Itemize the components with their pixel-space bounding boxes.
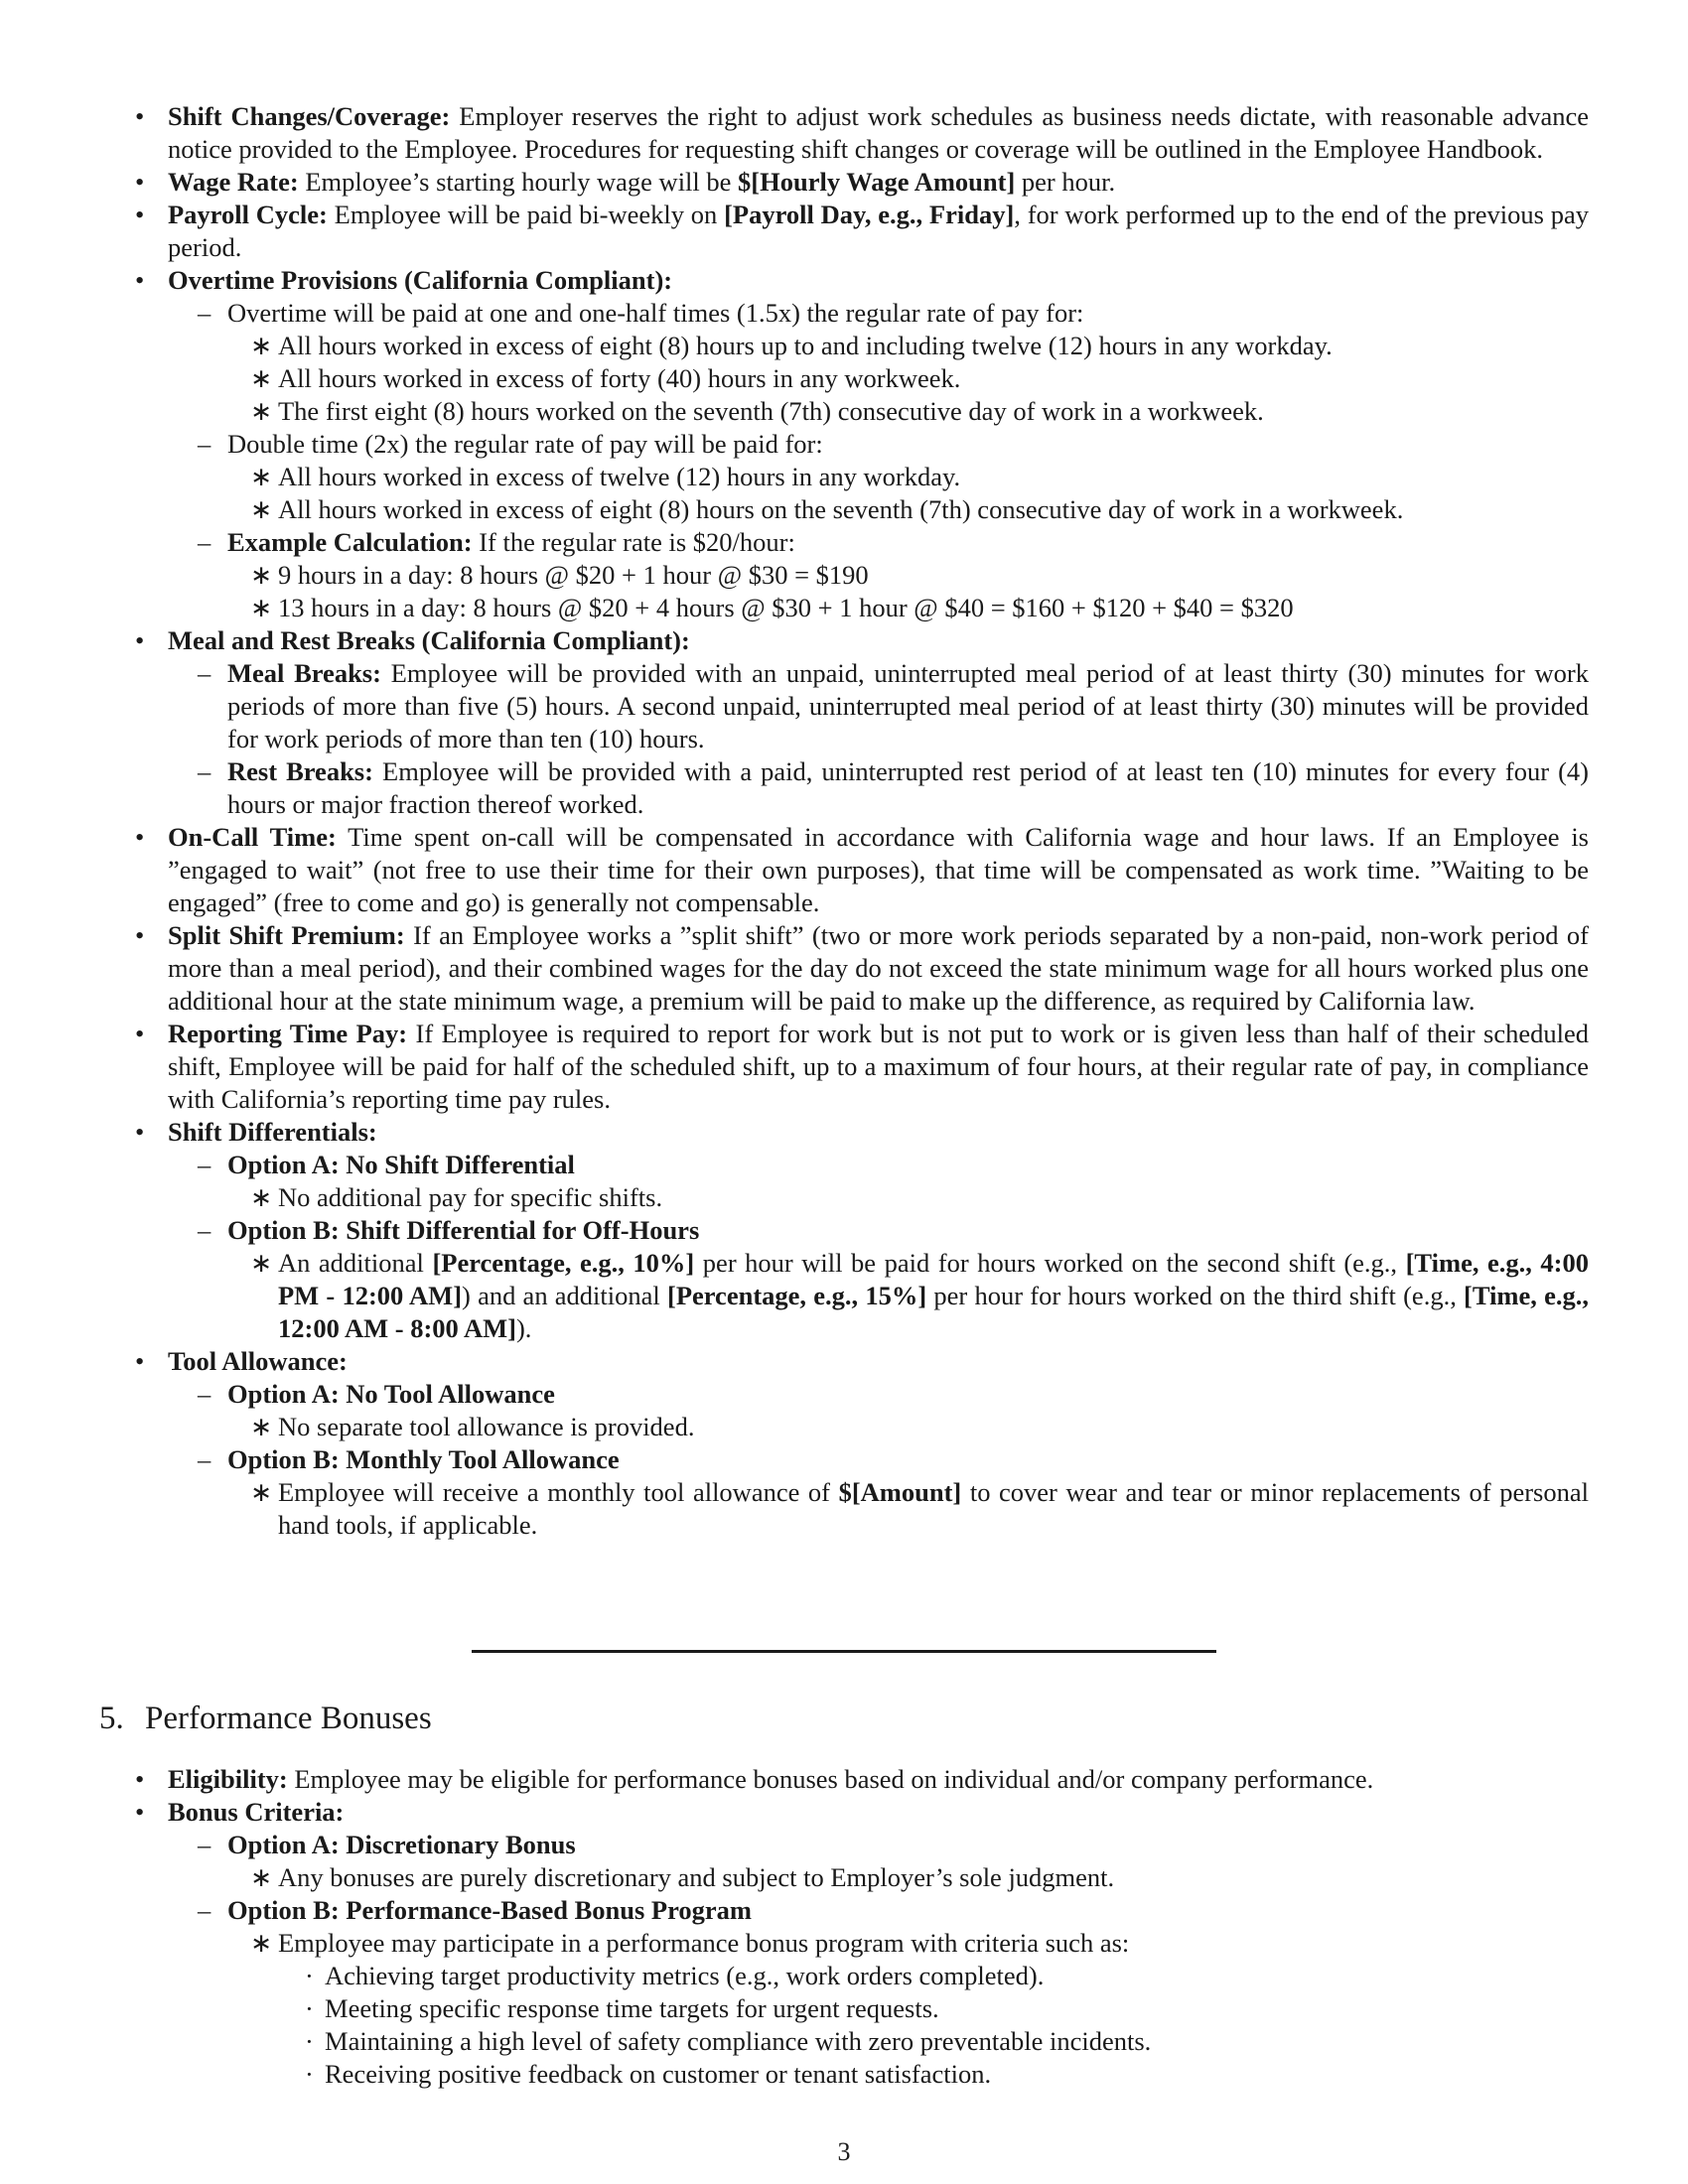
item-label: Shift Changes/Coverage: <box>168 101 451 131</box>
item-label: Split Shift Premium: <box>168 920 405 950</box>
list-item <box>227 330 1589 362</box>
option-b-details <box>227 1476 1589 1542</box>
dot-marker: · <box>305 2059 314 2089</box>
item-text: All hours worked in excess of twelve (12) hours in any workday. <box>278 462 961 491</box>
item-text: Employee will be provided with a paid, uninterrupted rest period of at least ten (10) minutes for every four (4) hours or major fraction thereof worked. <box>227 756 1589 819</box>
bullet-marker: • <box>135 822 145 852</box>
dash-marker: – <box>198 1150 211 1179</box>
item-text: per hour for hours worked on the third shift (e.g., <box>926 1281 1465 1310</box>
example-calculations <box>227 559 1589 624</box>
list-item-split-shift <box>99 919 1589 1018</box>
item-text: Receiving positive feedback on customer or tenant satisfaction. <box>325 2059 992 2089</box>
section-title: Performance Bonuses <box>145 1701 432 1736</box>
list-item-shift-changes <box>99 100 1589 166</box>
dash-marker: – <box>198 1895 211 1925</box>
list-item <box>227 1411 1589 1443</box>
option-label: Option A: No Tool Allowance <box>227 1379 555 1409</box>
dot-marker: · <box>305 1961 314 1990</box>
tool-allowance-options <box>168 1378 1589 1542</box>
list-item <box>227 1476 1589 1542</box>
item-text: Employer reserves the right to adjust work schedules as business needs dictate, with reasonable advance notice provided to the Employee. Procedures for requesting shift changes or coverage will be outlined in the Employee Handbook. <box>168 101 1589 164</box>
list-item <box>227 1861 1589 1894</box>
list-item-tool-allowance <box>99 1345 1589 1542</box>
list-item <box>227 1927 1589 2091</box>
dash-marker: – <box>198 298 211 328</box>
list-item <box>278 2058 1589 2091</box>
list-item <box>227 493 1589 526</box>
item-label: Rest Breaks: <box>227 756 373 786</box>
placeholder-field: $[Hourly Wage Amount] <box>738 167 1016 197</box>
dot-marker: · <box>305 1993 314 2023</box>
placeholder-field: [Time, e.g., 4:00 PM - 12:00 AM] <box>278 1248 1589 1310</box>
item-label: Meal Breaks: <box>227 658 381 688</box>
placeholder-field: [Percentage, e.g., 10%] <box>432 1248 695 1278</box>
list-item-example-calculation <box>168 526 1589 624</box>
item-label: Eligibility: <box>168 1764 288 1794</box>
list-item-shift-differentials <box>99 1116 1589 1345</box>
asterisk-marker: ∗ <box>250 1477 273 1507</box>
item-text: If the regular rate is $20/hour: <box>472 527 795 557</box>
item-text: Employee may be eligible for performance bonuses based on individual and/or company performance. <box>287 1764 1374 1794</box>
list-item-rest-breaks <box>168 755 1589 821</box>
bullet-marker: • <box>135 265 145 295</box>
list-item-wage-rate <box>99 166 1589 199</box>
asterisk-marker: ∗ <box>250 363 273 393</box>
item-text: per hour. <box>1015 167 1116 197</box>
placeholder-field: [Percentage, e.g., 15%] <box>667 1281 927 1310</box>
shift-differential-options <box>168 1149 1589 1345</box>
asterisk-marker: ∗ <box>250 331 273 360</box>
overtime-conditions <box>227 330 1589 428</box>
asterisk-marker: ∗ <box>250 494 273 524</box>
placeholder-field: [Time, e.g., 12:00 AM - 8:00 AM] <box>278 1281 1590 1343</box>
bullet-marker: • <box>135 625 145 655</box>
item-text: ). <box>515 1313 532 1343</box>
item-text: Time spent on-call will be compensated in accordance with California wage and hour laws. If an Employee is ”engaged to wait” (not free to use their time for their own purposes), that time will be compensated as work time. ”Waiting to be engaged” (free to come and go) is generally not compensable. <box>168 822 1589 917</box>
meal-rest-sublist <box>168 657 1589 821</box>
item-label: Bonus Criteria: <box>168 1797 345 1827</box>
list-item-option-b <box>168 1214 1589 1345</box>
list-item <box>278 1960 1589 1992</box>
top-level-list <box>99 100 1589 1542</box>
option-a-details <box>227 1861 1589 1894</box>
list-item-bonus-criteria <box>99 1796 1589 2091</box>
criteria-examples <box>278 1960 1589 2091</box>
bullet-marker: • <box>135 1797 145 1827</box>
dash-marker: – <box>198 1444 211 1474</box>
item-label: Shift Differentials: <box>168 1117 377 1147</box>
placeholder-field: $[Amount] <box>838 1477 962 1507</box>
item-text: If an Employee works a ”split shift” (two or more work periods separated by a non-paid, non-work period of more than a meal period), and their combined wages for the day do not exceed the state minimum wage for all hours worked plus one additional hour at the state minimum wage, a premium will be paid to make up the difference, as required by California law. <box>168 920 1589 1016</box>
item-text: Achieving target productivity metrics (e.g., work orders completed). <box>325 1961 1045 1990</box>
item-text: 13 hours in a day: 8 hours @ $20 + 4 hours @ $30 + 1 hour @ $40 = $160 + $120 + $40 = $320 <box>278 593 1294 622</box>
item-text: ) and an additional <box>462 1281 667 1310</box>
item-text: No separate tool allowance is provided. <box>278 1412 695 1441</box>
list-item <box>227 461 1589 493</box>
item-label: On-Call Time: <box>168 822 337 852</box>
option-a-details <box>227 1411 1589 1443</box>
item-text: Overtime will be paid at one and one-half times (1.5x) the regular rate of pay for: <box>227 298 1084 328</box>
item-text: All hours worked in excess of eight (8) hours on the seventh (7th) consecutive day of work in a workweek. <box>278 494 1404 524</box>
asterisk-marker: ∗ <box>250 1862 273 1892</box>
list-item <box>227 395 1589 428</box>
bullet-marker: • <box>135 200 145 229</box>
placeholder-field: [Payroll Day, e.g., Friday] <box>724 200 1015 229</box>
list-item-meal-breaks <box>168 657 1589 755</box>
list-item-double-time <box>168 428 1589 526</box>
section-divider <box>472 1650 1216 1653</box>
list-item-option-b <box>168 1894 1589 2091</box>
bullet-marker: • <box>135 1019 145 1048</box>
option-label: Option B: Monthly Tool Allowance <box>227 1444 620 1474</box>
bonus-options <box>168 1829 1589 2091</box>
list-item <box>278 2025 1589 2058</box>
list-item <box>227 559 1589 592</box>
item-text: Employee may participate in a performance bonus program with criteria such as: <box>278 1928 1130 1958</box>
item-text: If Employee is required to report for work but is not put to work or is given less than half of their scheduled shift, Employee will be paid for half of the scheduled shift, up to a maximum of four hours, at their regular rate of pay, in compliance with California’s reporting time pay rules. <box>168 1019 1589 1114</box>
list-item-overtime <box>99 264 1589 624</box>
page-number: 3 <box>837 2137 851 2166</box>
dash-marker: – <box>198 1379 211 1409</box>
section-heading <box>99 1699 432 1738</box>
bonus-list <box>99 1763 1589 2091</box>
list-item-meal-rest <box>99 624 1589 821</box>
bullet-marker: • <box>135 1117 145 1147</box>
item-text: 9 hours in a day: 8 hours @ $20 + 1 hour @ $30 = $190 <box>278 560 869 590</box>
item-text: All hours worked in excess of eight (8) hours up to and including twelve (12) hours in any workday. <box>278 331 1333 360</box>
compensation-list <box>99 100 1589 1542</box>
item-text: Employee’s starting hourly wage will be <box>298 167 739 197</box>
bullet-marker: • <box>135 920 145 950</box>
dash-marker: – <box>198 658 211 688</box>
item-label: Reporting Time Pay: <box>168 1019 408 1048</box>
option-b-details <box>227 1927 1589 2091</box>
dash-marker: – <box>198 429 211 459</box>
item-text: Double time (2x) the regular rate of pay will be paid for: <box>227 429 823 459</box>
list-item-option-a <box>168 1378 1589 1443</box>
dash-marker: – <box>198 1215 211 1245</box>
option-label: Option A: Discretionary Bonus <box>227 1830 576 1859</box>
list-item-reporting-time <box>99 1018 1589 1116</box>
list-item <box>227 362 1589 395</box>
option-a-details <box>227 1181 1589 1214</box>
list-item <box>227 592 1589 624</box>
item-text: All hours worked in excess of forty (40) hours in any workweek. <box>278 363 961 393</box>
item-text: Employee will be paid bi-weekly on <box>327 200 725 229</box>
list-item-on-call <box>99 821 1589 919</box>
item-text: , for work performed up to the end of the previous pay period. <box>168 200 1589 262</box>
option-label: Option B: Shift Differential for Off-Hours <box>227 1215 700 1245</box>
item-text: Any bonuses are purely discretionary and subject to Employer’s sole judgment. <box>278 1862 1115 1892</box>
dash-marker: – <box>198 756 211 786</box>
option-label: Option B: Performance-Based Bonus Program <box>227 1895 752 1925</box>
list-item-option-a <box>168 1149 1589 1214</box>
list-item <box>227 1247 1589 1345</box>
top-level-list <box>99 1763 1589 2091</box>
asterisk-marker: ∗ <box>250 462 273 491</box>
item-text: Meeting specific response time targets for urgent requests. <box>325 1993 939 2023</box>
option-b-details <box>227 1247 1589 1345</box>
overtime-sublist <box>168 297 1589 624</box>
asterisk-marker: ∗ <box>250 1412 273 1441</box>
item-text: No additional pay for specific shifts. <box>278 1182 663 1212</box>
bullet-marker: • <box>135 101 145 131</box>
item-text: to cover wear and tear or minor replacements of personal hand tools, if applicable. <box>278 1477 1589 1540</box>
asterisk-marker: ∗ <box>250 1248 273 1278</box>
list-item <box>278 1992 1589 2025</box>
list-item-eligibility <box>99 1763 1589 1796</box>
item-label: Meal and Rest Breaks (California Compliant): <box>168 625 690 655</box>
asterisk-marker: ∗ <box>250 593 273 622</box>
item-text: Maintaining a high level of safety compliance with zero preventable incidents. <box>325 2026 1152 2056</box>
list-item-option-a <box>168 1829 1589 1894</box>
list-item-option-b <box>168 1443 1589 1542</box>
item-label: Wage Rate: <box>168 167 299 197</box>
item-text: The first eight (8) hours worked on the seventh (7th) consecutive day of work in a workweek. <box>278 396 1264 426</box>
bullet-marker: • <box>135 1764 145 1794</box>
item-text: An additional <box>278 1248 433 1278</box>
item-text: per hour will be paid for hours worked on the second shift (e.g., <box>694 1248 1406 1278</box>
item-label: Payroll Cycle: <box>168 200 328 229</box>
list-item-overtime-rate <box>168 297 1589 428</box>
list-item <box>227 1181 1589 1214</box>
dash-marker: – <box>198 527 211 557</box>
option-label: Option A: No Shift Differential <box>227 1150 575 1179</box>
item-label: Example Calculation: <box>227 527 473 557</box>
asterisk-marker: ∗ <box>250 560 273 590</box>
list-item-payroll-cycle <box>99 199 1589 264</box>
dot-marker: · <box>305 2026 314 2056</box>
double-time-conditions <box>227 461 1589 526</box>
bullet-marker: • <box>135 167 145 197</box>
asterisk-marker: ∗ <box>250 396 273 426</box>
item-text: Employee will receive a monthly tool allowance of <box>278 1477 839 1507</box>
item-text: Employee will be provided with an unpaid, uninterrupted meal period of at least thirty (30) minutes for work periods of more than five (5) hours. A second unpaid, uninterrupted meal period of at least thirty (30) minutes will be provided for work periods of more than ten (10) hours. <box>227 658 1590 753</box>
item-label: Overtime Provisions (California Compliant): <box>168 265 673 295</box>
asterisk-marker: ∗ <box>250 1928 273 1958</box>
section-number: 5. <box>99 1701 124 1736</box>
asterisk-marker: ∗ <box>250 1182 273 1212</box>
item-label: Tool Allowance: <box>168 1346 348 1376</box>
bullet-marker: • <box>135 1346 145 1376</box>
dash-marker: – <box>198 1830 211 1859</box>
